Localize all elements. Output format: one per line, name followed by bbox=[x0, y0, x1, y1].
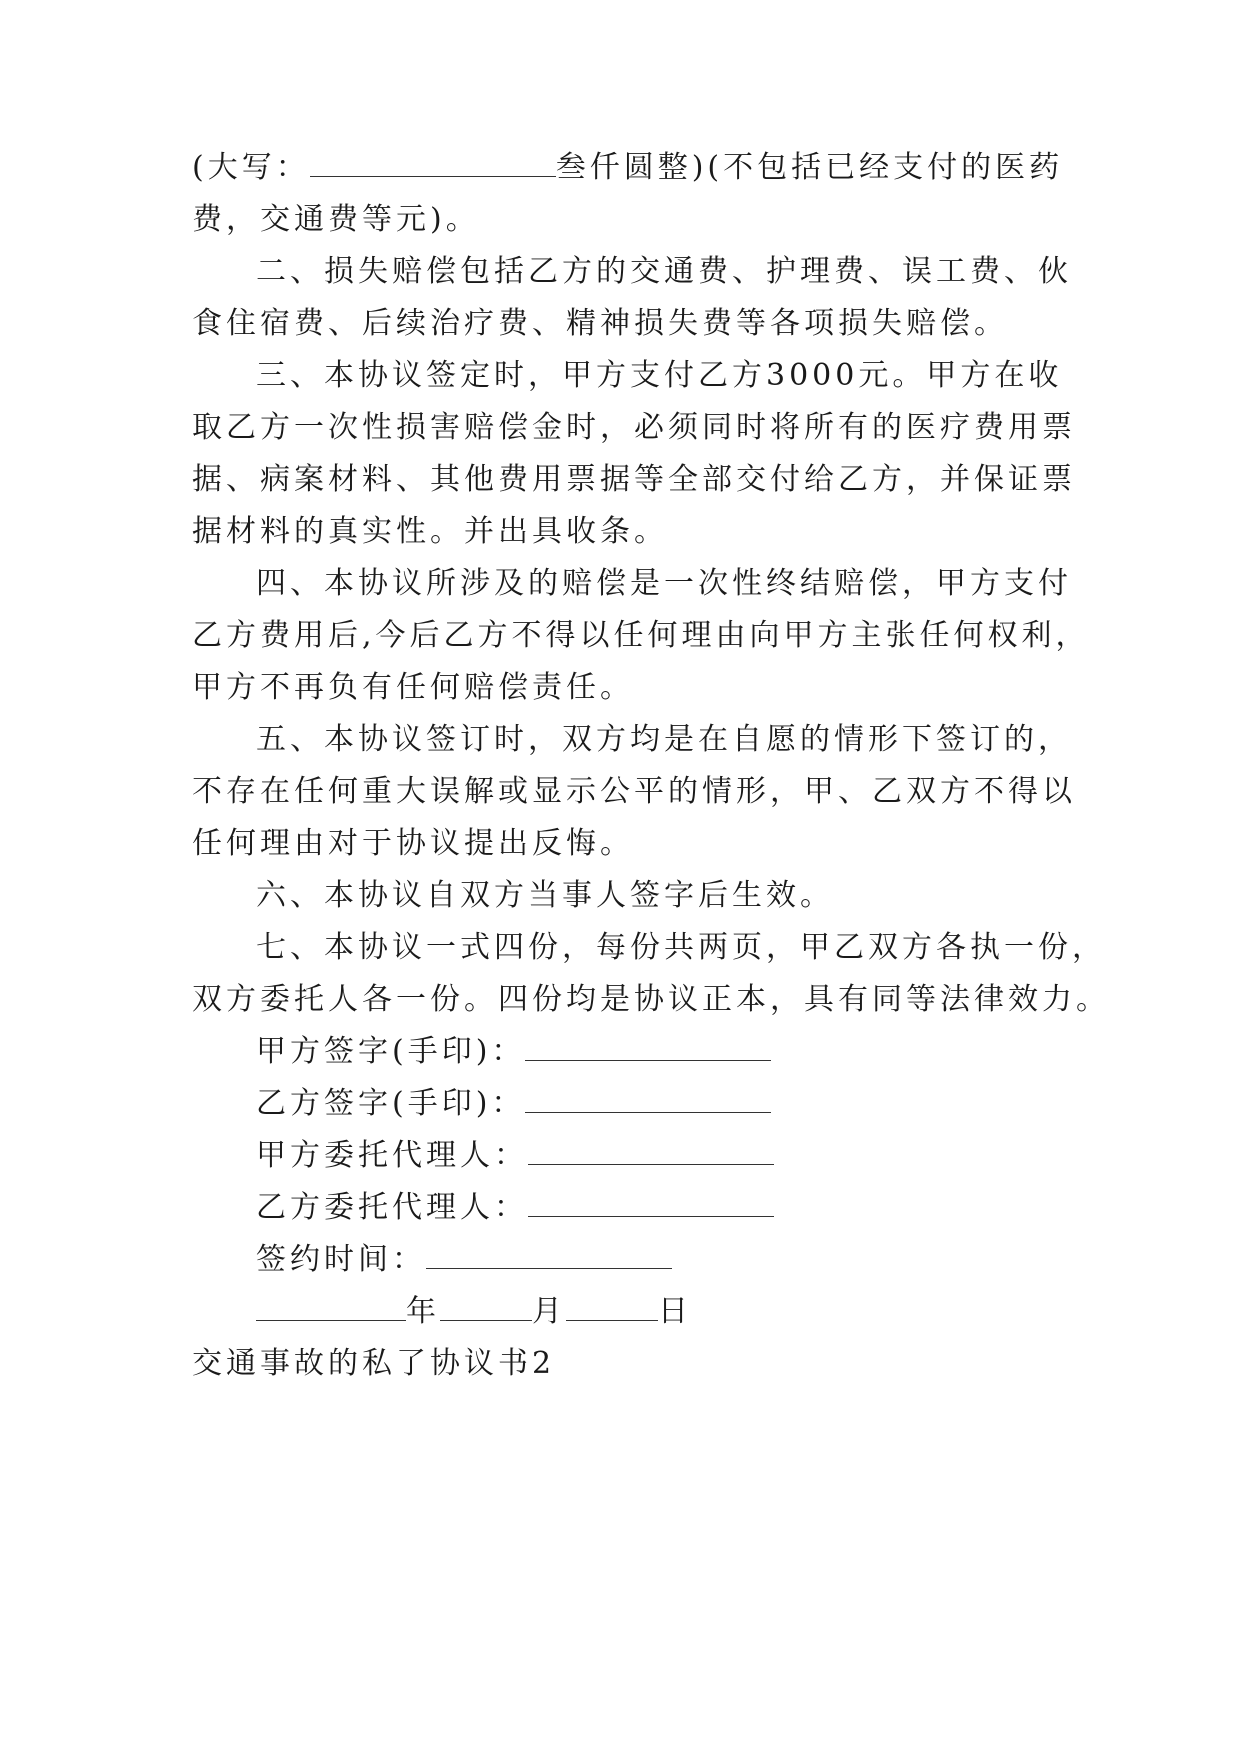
date-line bbox=[256, 1292, 692, 1332]
text-line: 不存在任何重大误解或显示公平的情形，甲、乙双方不得以 bbox=[192, 774, 1076, 809]
agent-label: 甲方委托代理人： bbox=[256, 1138, 528, 1173]
signature-blank bbox=[525, 1084, 771, 1113]
signature-label: 甲方签字(手印)： bbox=[256, 1034, 526, 1069]
signature-blank bbox=[525, 1032, 771, 1061]
text-line: 据、病案材料、其他费用票据等全部交付给乙方，并保证票 bbox=[192, 462, 1076, 497]
year-label: 年 bbox=[406, 1294, 440, 1329]
clause-5: 五、本协议签订时，双方均是在自愿的情形下签订的， bbox=[256, 722, 1072, 757]
agent-party-a bbox=[256, 1136, 774, 1176]
text-line: 费，交通费等元)。 bbox=[192, 202, 480, 237]
signature-party-a bbox=[256, 1032, 771, 1072]
amount-blank bbox=[310, 148, 556, 177]
day-blank bbox=[566, 1292, 658, 1321]
clause-4: 四、本协议所涉及的赔偿是一次性终结赔偿，甲方支付 bbox=[256, 566, 1072, 601]
month-label: 月 bbox=[532, 1294, 566, 1329]
signing-time bbox=[256, 1240, 672, 1280]
year-blank bbox=[256, 1292, 406, 1321]
agent-label: 乙方委托代理人： bbox=[256, 1190, 528, 1225]
amount-label: (大写： bbox=[192, 150, 310, 185]
month-blank bbox=[440, 1292, 532, 1321]
signature-party-b bbox=[256, 1084, 771, 1124]
agent-blank bbox=[528, 1188, 774, 1217]
text-line: 取乙方一次性损害赔偿金时，必须同时将所有的医疗费用票 bbox=[192, 410, 1076, 445]
clause-3: 三、本协议签定时，甲方支付乙方3000元。甲方在收 bbox=[256, 358, 1063, 393]
day-label: 日 bbox=[658, 1294, 692, 1329]
clause-6: 六、本协议自双方当事人签字后生效。 bbox=[256, 878, 834, 913]
agent-party-b bbox=[256, 1188, 774, 1228]
agent-blank bbox=[528, 1136, 774, 1165]
text-line: 甲方不再负有任何赔偿责任。 bbox=[192, 670, 634, 705]
text-line: 据材料的真实性。并出具收条。 bbox=[192, 514, 668, 549]
signature-label: 乙方签字(手印)： bbox=[256, 1086, 526, 1121]
section-heading: 交通事故的私了协议书2 bbox=[192, 1346, 556, 1381]
amount-line bbox=[192, 148, 1063, 188]
amount-suffix: 叁仟圆整)(不包括已经支付的医药 bbox=[555, 150, 1064, 185]
clause-7: 七、本协议一式四份，每份共两页，甲乙双方各执一份， bbox=[256, 930, 1106, 965]
text-line: 双方委托人各一份。四份均是协议正本，具有同等法律效力。 bbox=[192, 982, 1110, 1017]
clause-2: 二、损失赔偿包括乙方的交通费、护理费、误工费、伙 bbox=[256, 254, 1072, 289]
text-line: 任何理由对于协议提出反悔。 bbox=[192, 826, 634, 861]
signing-time-blank bbox=[426, 1240, 672, 1269]
text-line: 乙方费用后,今后乙方不得以任何理由向甲方主张任何权利， bbox=[192, 618, 1090, 653]
signing-time-label: 签约时间： bbox=[256, 1242, 426, 1277]
text-line: 食住宿费、后续治疗费、精神损失费等各项损失赔偿。 bbox=[192, 306, 1008, 341]
